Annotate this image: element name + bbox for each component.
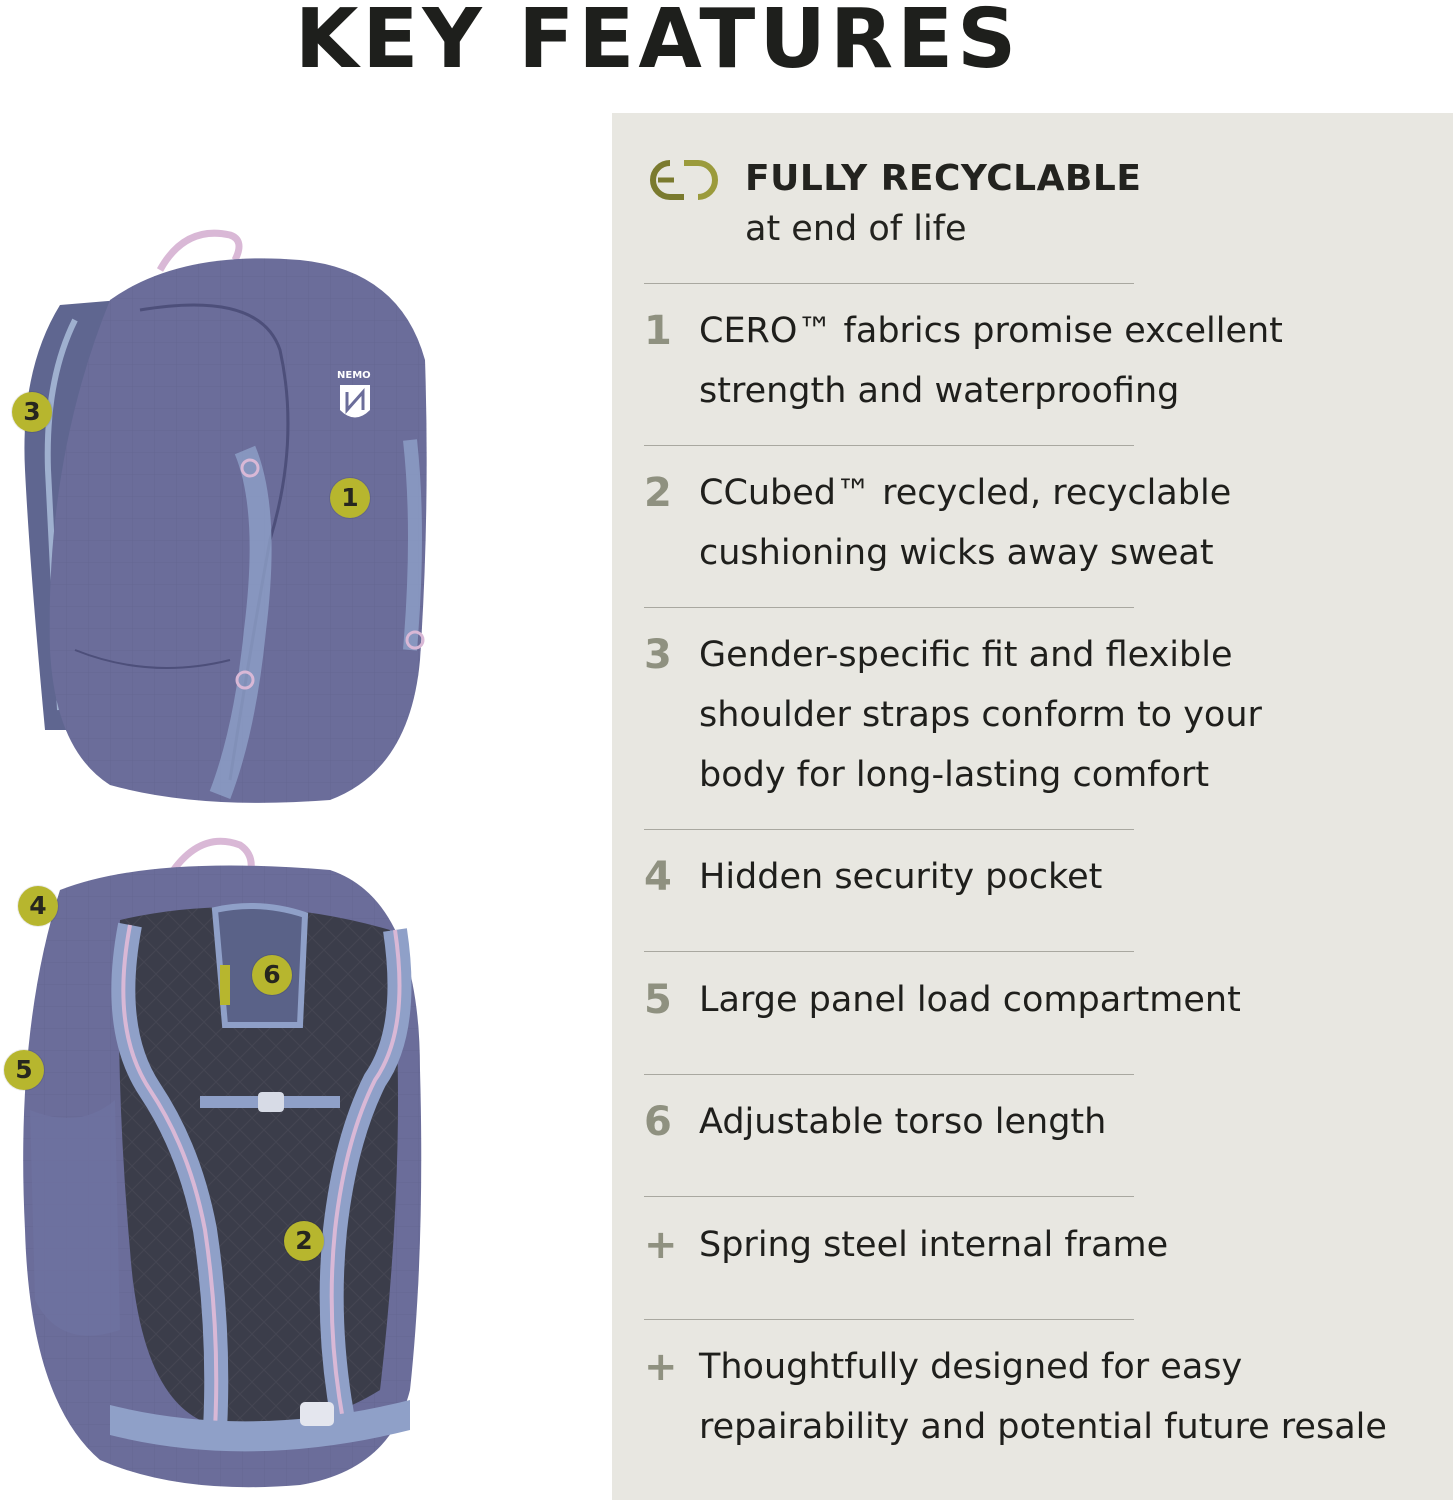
feature-number: 4 [644, 854, 672, 900]
feature-text: Hidden security pocket [699, 857, 1103, 897]
nemo-logo-text: NEMO [337, 370, 371, 381]
feature-text: Spring steel internal frame [699, 1225, 1169, 1265]
feature-number: 3 [644, 632, 672, 678]
feature-number: 5 [644, 977, 672, 1023]
page-title: KEY FEATURES [294, 0, 1021, 87]
callout-6: 6 [252, 955, 292, 995]
feature-number: 6 [644, 1099, 672, 1145]
divider [644, 445, 1134, 446]
feature-text: Large panel load compartment [699, 980, 1241, 1020]
feature-text: Thoughtfully designed for easy repairability and potential future resale [699, 1347, 1387, 1447]
features-panel [612, 113, 1453, 1500]
recyclable-subtitle: at end of life [745, 209, 967, 249]
backpack-back-image [0, 830, 470, 1500]
divider [644, 283, 1134, 284]
divider [644, 1074, 1134, 1075]
feature-number: 1 [644, 308, 672, 354]
feature-number: + [644, 1222, 678, 1268]
backpack-front-image [0, 210, 470, 810]
callout-5: 5 [4, 1050, 44, 1090]
divider [644, 1196, 1134, 1197]
nemo-logo [337, 370, 371, 418]
feature-text: Adjustable torso length [699, 1102, 1107, 1142]
feature-text: CCubed™ recycled, recyclable cushioning wicks away sweat [699, 473, 1232, 573]
recycle-loop-icon [644, 155, 724, 205]
callout-3: 3 [12, 392, 52, 432]
divider [644, 829, 1134, 830]
feature-number: + [644, 1344, 678, 1390]
divider [644, 607, 1134, 608]
callout-2: 2 [284, 1221, 324, 1261]
divider [644, 1319, 1134, 1320]
feature-text: CERO™ fabrics promise excellent strength and waterproofing [699, 311, 1283, 411]
divider [644, 951, 1134, 952]
recyclable-title: FULLY RECYCLABLE [745, 158, 1142, 199]
feature-text: Gender-specific fit and flexible shoulder straps conform to your body for long-lasting comfort [699, 635, 1262, 795]
callout-1: 1 [330, 478, 370, 518]
feature-number: 2 [644, 470, 672, 516]
callout-4: 4 [18, 886, 58, 926]
